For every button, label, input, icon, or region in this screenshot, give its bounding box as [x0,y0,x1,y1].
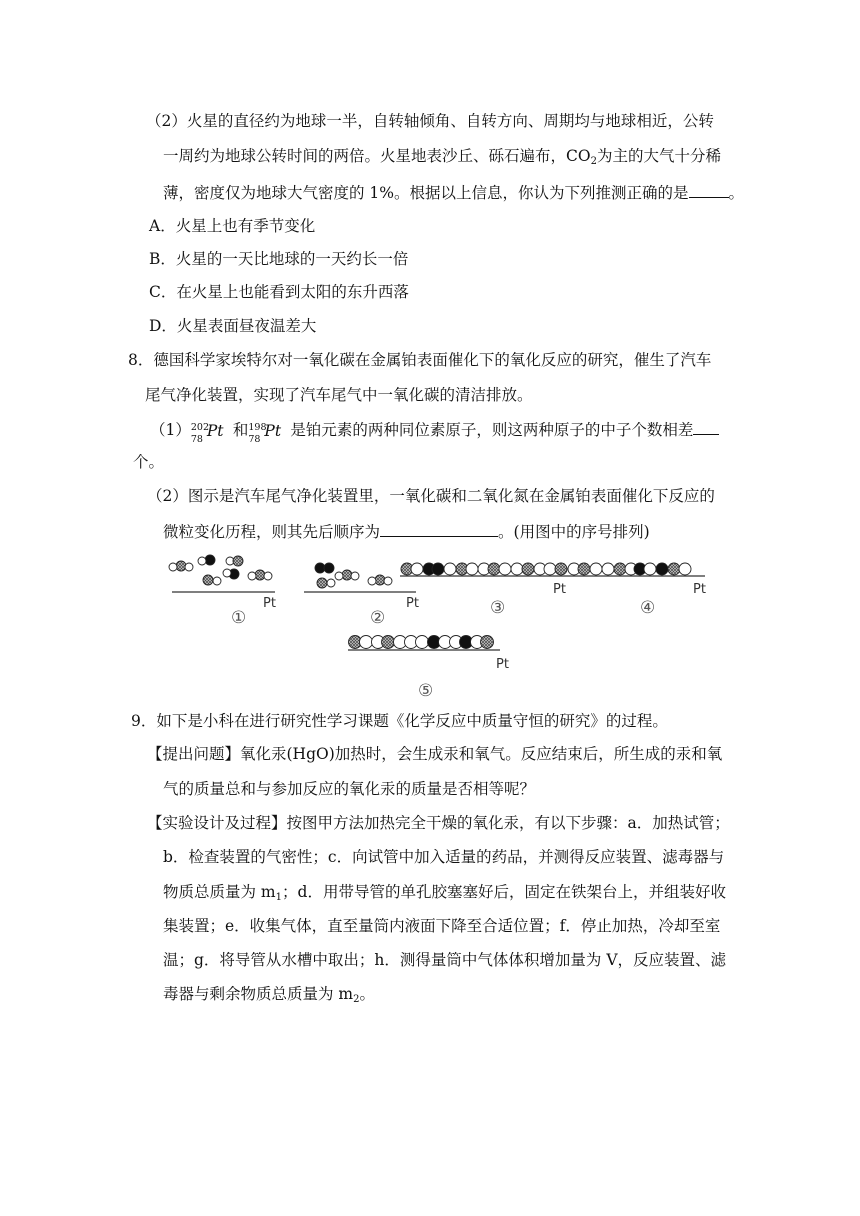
q9-design-line3-text: 物质总质量为 m [163,883,276,901]
oxygen-atom [223,569,231,577]
option-c: C．在火星上也能看到太阳的东升西落 [149,283,409,301]
nitrogen-atom [342,570,352,580]
atomic-number: 78 [248,434,261,445]
nitrogen-atom [555,563,567,575]
nitrogen-atom [578,563,590,575]
q9-question-line2: 气的质量总和与参加反应的氧化汞的质量是否相等呢？ [163,780,536,798]
q8-part1-rest: 是铂元素的两种同位素原子，则这两种原子的中子个数相差 [290,421,694,439]
nitrogen-atom [668,563,680,575]
co2-formula: CO [566,147,591,165]
nitrogen-atom [317,578,327,588]
label-3: ③ [490,598,506,618]
oxygen-atom [360,636,373,649]
label-1: ① [231,608,247,628]
option-d: D．火星表面昼夜温差大 [149,317,317,335]
q9-design-line5: 温；g．将导管从水槽中取出；h．测得量筒中气体体积增加量为 V，反应装置、滤 [163,951,727,969]
co2-subscript: 2 [590,156,597,167]
q8-line2: 尾气净化装置，实现了汽车尾气中一氧化碳的清洁排放。 [145,386,533,404]
oxygen-atom [198,557,206,565]
oxygen-atom [644,563,656,575]
q8-part1-end: 个。 [133,453,165,471]
q8-line1: 8．德国科学家埃特尔对一氧化碳在金属铂表面催化下的氧化反应的研究，催生了汽车 [128,351,712,369]
q8-and: 和 [232,421,249,439]
q8-part2-line1: （2）图示是汽车尾气净化装置里，一氧化碳和二氧化氮在金属铂表面催化下反应的 [147,487,715,505]
pt-label: Pt [496,657,509,672]
q9-design-line6-end: 。 [359,985,376,1003]
nitrogen-atom [522,563,534,575]
oxygen-atom [384,577,392,585]
oxygen-atom [351,572,359,580]
carbon-atom [315,563,325,573]
q7-2-line3-end: 。 [728,184,745,202]
carbon-atom [205,555,215,565]
oxygen-atom [499,563,511,575]
q7-2-line3-text: 薄，密度仅为地球大气密度的 1%。根据以上信息，你认为下列推测正确的是 [163,184,689,202]
option-b: B．火星的一天比地球的一天约长一倍 [149,250,409,268]
option-a: A．火星上也有季节变化 [149,217,316,235]
nitrogen-atom [488,563,500,575]
q9-design-line1: 【实验设计及过程】按图甲方法加热完全干燥的氧化汞，有以下步骤：a．加热试管； [147,814,730,832]
oxygen-atom [444,563,456,575]
q9-design-line2: b．检查装置的气密性；c．向试管中加入适量的药品，并测得反应装置、滤毒器与 [163,848,725,866]
label-4: ④ [640,598,656,618]
nitrogen-atom [255,570,265,580]
mass-number: 202 [190,422,210,433]
oxygen-atom [590,563,602,575]
oxygen-atom [213,577,221,585]
oxygen-atom [511,563,523,575]
q8-part2-line2-end: 。(用图中的序号排列) [498,523,650,541]
label-5: ⑤ [418,681,434,701]
mass-number: 198 [248,422,267,433]
q7-2-line2-text: 一周约为地球公转时间的两倍。火星地表沙丘、砾石遍布， [163,147,567,165]
oxygen-atom [264,572,272,580]
oxygen-atom [368,577,376,585]
nitrogen-atom [176,561,186,571]
element-symbol: Pt [206,422,224,440]
nitrogen-atom [375,575,385,585]
m1-subscript: 1 [275,892,283,903]
oxygen-atom [679,563,691,575]
q9-design-line4: 集装置；e．收集气体，直至量筒内液面下降至合适位置；f．停止加热，冷却至室 [163,917,721,935]
q9-design-line6 [163,984,375,1010]
pt-label: Pt [693,582,706,597]
oxygen-atom [335,572,343,580]
q8-part2-line2-text: 微粒变化历程，则其先后顺序为 [163,523,381,541]
carbon-atom [324,563,334,573]
oxygen-atom [416,636,429,649]
q9-design-line3 [163,882,726,908]
oxygen-atom [327,579,335,587]
oxygen-atom [544,563,556,575]
oxygen-atom [466,563,478,575]
q9-design-line6-text: 毒器与剩余物质总质量为 m [163,985,354,1003]
nitrogen-atom [233,556,243,566]
oxygen-atom [169,563,177,571]
label-2: ② [370,608,386,628]
nitrogen-atom [481,636,494,649]
carbon-atom [432,563,444,575]
carbon-atom [656,563,668,575]
q9-question-line1: 【提出问题】氧化汞(HgO)加热时，会生成汞和氧气。反应结束后，所生成的汞和氧 [147,745,723,763]
nitrogen-atom [382,636,395,649]
q8-part1-prefix: （1） [150,421,191,439]
q7-2-line2-rest: 为主的大气十分稀 [596,147,721,165]
element-symbol: Pt [264,422,282,440]
m2-subscript: 2 [353,994,360,1005]
q9-design-line3-rest: ；d．用带导管的单孔胶塞塞好后，固定在铁架台上，并组装好收 [282,883,726,901]
pt-label: Pt [263,596,276,611]
pt-label: Pt [553,582,566,597]
nitrogen-atom [203,575,213,585]
atomic-number: 78 [190,434,203,445]
oxygen-atom [248,572,256,580]
oxygen-atom [411,563,423,575]
nitrogen-atom [614,563,626,575]
pt-label: Pt [406,596,419,611]
oxygen-atom [185,563,193,571]
q7-2-line1: （2）火星的直径约为地球一半，自转轴倾角、自转方向、周期均与地球相近，公转 [146,112,714,130]
oxygen-atom [602,563,614,575]
q9-line1: 9．如下是小科在进行研究性学习课题《化学反应中质量守恒的研究》的过程。 [131,712,668,730]
